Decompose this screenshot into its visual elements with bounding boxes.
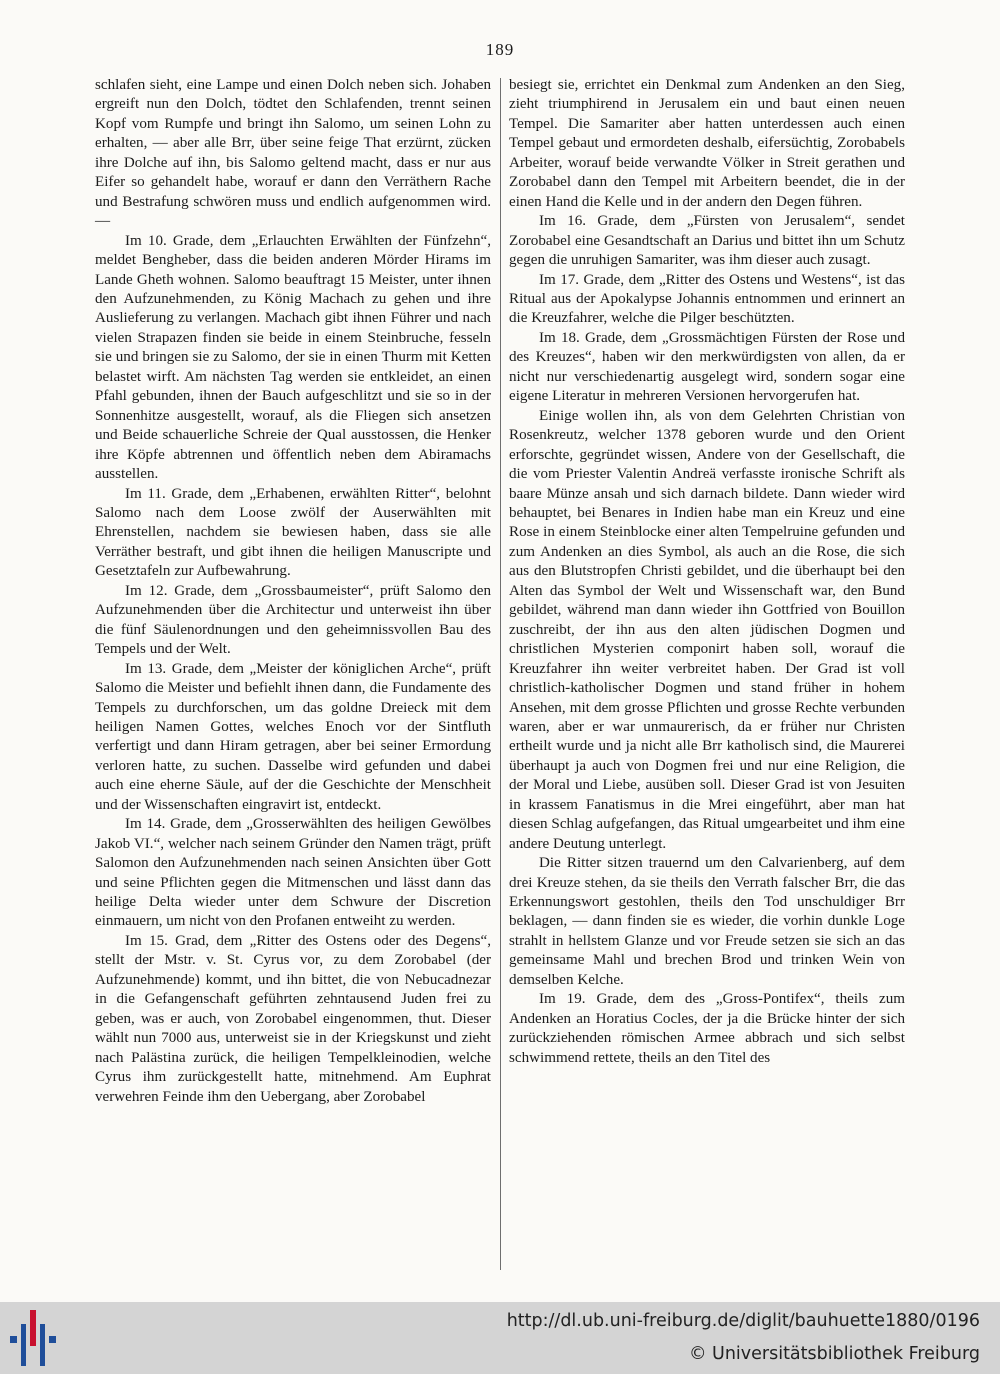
page-number: 189 (485, 40, 515, 59)
ub-freiburg-logo-icon (10, 1310, 58, 1366)
paragraph: Im 10. Grade, dem „Erlauchten Erwählten der Fünfzehn“, meldet Bengheber, dass die beiden anderen Mörder Hirams im Lande Gheth wohnen. Salomo beauftragt 15 Meister, unter ihnen den Aufzunehmenden, zu König Machach zu gehen und ihre Auslieferung zu verlangen. Machach gibt ihnen Führer und nach vielen Strapazen finden sie beide in einem Steinbruche, fesseln sie und bringen sie zu Salomo, der sie in einen Thurm mit Ketten belastet wirft. Am nächsten Tag werden sie entkleidet, an einen Pfahl gebunden, ihnen der Bauch aufgeschlitzt und sie so in der Sonnenhitze ausgestellt, worauf, als die Fliegen sich ansetzen und Beide schauerliche Schreie der Qual ausstossen, die Henker ihre Köpfe abtrennen und öffentlich neben dem Abiramachs ausstellen. (95, 232, 491, 483)
paragraph: Im 15. Grad, dem „Ritter des Ostens oder des Degens“, stellt der Mstr. v. St. Cyrus vor, zu dem Zorobabel (der Aufzunehmende) kommt, und ihn bittet, die von Nebucadnezar in die Gefangenschaft geführten zehntausend Juden frei zu geben, was er auch, von Zorobabel eingenommen, thut. Dieser wählt nun 7000 aus, unterweist sie in der Kriegskunst und zieht nach Palästina zurück, die heiligen Tempelkleinodien, welche Cyrus ihm zurückgestellt hatte, mitnehmend. Am Euphrat verwehren Feinde ihm den Uebergang, aber Zorobabel (95, 932, 491, 1105)
column-divider (500, 78, 501, 1270)
right-column (509, 76, 905, 1068)
paragraph: Einige wollen ihn, als von dem Gelehrten Christian von Rosenkreutz, welcher 1378 geboren wurde und den Orient erforschte, gegründet wissen, Andere von der Gesellschaft, die die vom Priester Valentin Andreä verfasste ironische Schrift als baare Münze ansah und sich darnach bildete. Dann wieder wird behauptet, bei Benares in Indien habe man ein Kreuz und eine Rose in einem Steinblocke einer alten Tempelruine gefunden und zum Andenken an dies Symbol, als auch an die Rose, die sich aus den Blutstropfen Christi gebildet, und die überhaupt bei den Alten das Symbol der Welt und Wissenschaft war, den Bund gebildet, während man dann wieder ihn Gottfried von Bouillon zuschreibt, der ihn aus den alten jüdischen Dogmen und christlichen Mysterien componirt haben soll, worauf die Kreuzfahrer ihn weiter verbreitet haben. Der Grad ist voll christlich-katholischer Dogmen und stand früher in hohem Ansehen, mit dem grosse Pflichten und grosse Rechte verbunden waren, aber er war unmaurerisch, da er früher nur Christen ertheilt wurde und ja nicht alle Brr katholisch sind, die Maurerei überhaupt ja auch von Dogmen frei und nur eine Religion, die der Moral und Liebe, ausüben soll. Dieser Grad ist von Jesuiten in krassem Fanatismus in die Mrei eingeführt, aber man hat diesen Schlag aufgefangen, das Ritual umgearbeitet und ihm eine andere Deutung unterlegt. (509, 407, 905, 852)
paragraph: Im 13. Grade, dem „Meister der königlichen Arche“, prüft Salomo die Meister und befiehlt ihnen dann, die Fundamente des Tempels zu durchforschen, um das goldne Dreieck mit dem heiligen Namen Gottes, welches Enoch vor der Sintfluth verfertigt und dann Hiram getragen, aber bei seiner Ermordung verloren hatte, zu suchen. Dasselbe wird gefunden und dabei auch eine eherne Säule, auf der die Geschichte der Menschheit und der Wissenschaften eingravirt ist, entdeckt. (95, 660, 491, 813)
paragraph: Die Ritter sitzen trauernd um den Calvarienberg, auf dem drei Kreuze stehen, da sie theils den Verrath falscher Brr, die das Erkennungswort gestohlen, theils den Tod unschuldiger Brr beklagen, — dann finden sie es wieder, die vorhin dunkle Loge strahlt in hellstem Glanze und vor Freude setzen sie sich an das gemeinsame Mahl und brechen Brod und trinken Wein von demselben Kelche. (509, 855, 905, 988)
paragraph: Im 16. Grade, dem „Fürsten von Jerusalem“, sendet Zorobabel eine Gesandtschaft an Darius und bittet ihn um Schutz gegen die unruhigen Samariter, was ihm dieser auch zusagt. (509, 213, 905, 269)
paragraph: Im 17. Grade, dem „Ritter des Ostens und Westens“, ist das Ritual aus der Apokalypse Johannis entnommen und erinnert an die Kreuzfahrer, welche die Pilger beschützten. (509, 271, 905, 327)
left-column (95, 76, 491, 1107)
paragraph: besiegt sie, errichtet ein Denkmal zum Andenken an den Sieg, zieht triumphirend in Jerusalem ein und baut einen neuen Tempel. Die Samariter aber hatten unterdessen auch einen Tempel gebaut und ermordeten deshalb, eifersüchtig, Zorobabels Arbeiter, worauf beide verwandte Völker in Streit gerathen und Zorobabel dann den Tempel mit Arbeitern beendet, die in der einen Hand die Kelle und in der andern den Degen führen. (509, 77, 905, 210)
paragraph: Im 18. Grade, dem „Grossmächtigen Fürsten der Rose und des Kreuzes“, haben wir den merkwürdigsten von allen, da er nicht nur verschiedenartig ausgelegt wird, sondern sogar eine eigene Literatur in mehreren Versionen hervorgerufen hat. (509, 329, 905, 405)
paragraph: Im 11. Grade, dem „Erhabenen, erwählten Ritter“, belohnt Salomo nach dem Loose zwölf der Auserwählten mit Ehrenstellen, nachdem sie bewiesen haben, dass sie alle Verräther bestraft, und gibt ihnen die heiligen Manuscripte und Gesetztafeln zur Aufbewahrung. (95, 485, 491, 580)
paragraph: Im 12. Grade, dem „Grossbaumeister“, prüft Salomo den Aufzunehmenden über die Architectur und unterweist ihn über die fünf Säulenordnungen und den geheimnissvollen Bau des Tempels und der Welt. (95, 582, 491, 658)
source-url-link[interactable]: http://dl.ub.uni-freiburg.de/diglit/bauhuette1880/0196 (506, 1311, 980, 1331)
library-footer (0, 1302, 1000, 1374)
copyright-notice: © Universitätsbibliothek Freiburg (688, 1344, 980, 1364)
paragraph: Im 14. Grade, dem „Grosserwählten des heiligen Gewölbes Jakob VI.“, welcher nach seinem Gründer den Namen trägt, prüft Salomon den Aufzunehmenden nach seinen Ansichten über Gott und seine Pflichten gegen die Mitmenschen und lässt dann das heilige Delta wieder unter dem Schwure der Discretion einmauern, um nicht von den Profanen entweiht zu werden. (95, 816, 491, 930)
paragraph: Im 19. Grade, dem des „Gross-Pontifex“, theils zum Andenken an Horatius Cocles, der ja die Brücke hinter der sich zurückziehenden römischen Armee abbrach und sich selbst schwimmend rettete, theils an den Titel des (509, 991, 905, 1066)
paragraph: schlafen sieht, eine Lampe und einen Dolch neben sich. Johaben ergreift nun den Dolch, tödtet den Schlafenden, trennt seinen Kopf vom Rumpfe und bringt ihn Salomo, um seinen Lohn zu erhalten, — aber alle Brr, über seine feige That erzürnt, zücken ihre Dolche auf ihn, bis Salomo geltend macht, dass er nur aus Eifer so gehandelt habe, worauf er dann den Verräthern Rache und Bestrafung schwören muss und endlich aufgenommen wird. — (95, 77, 491, 230)
